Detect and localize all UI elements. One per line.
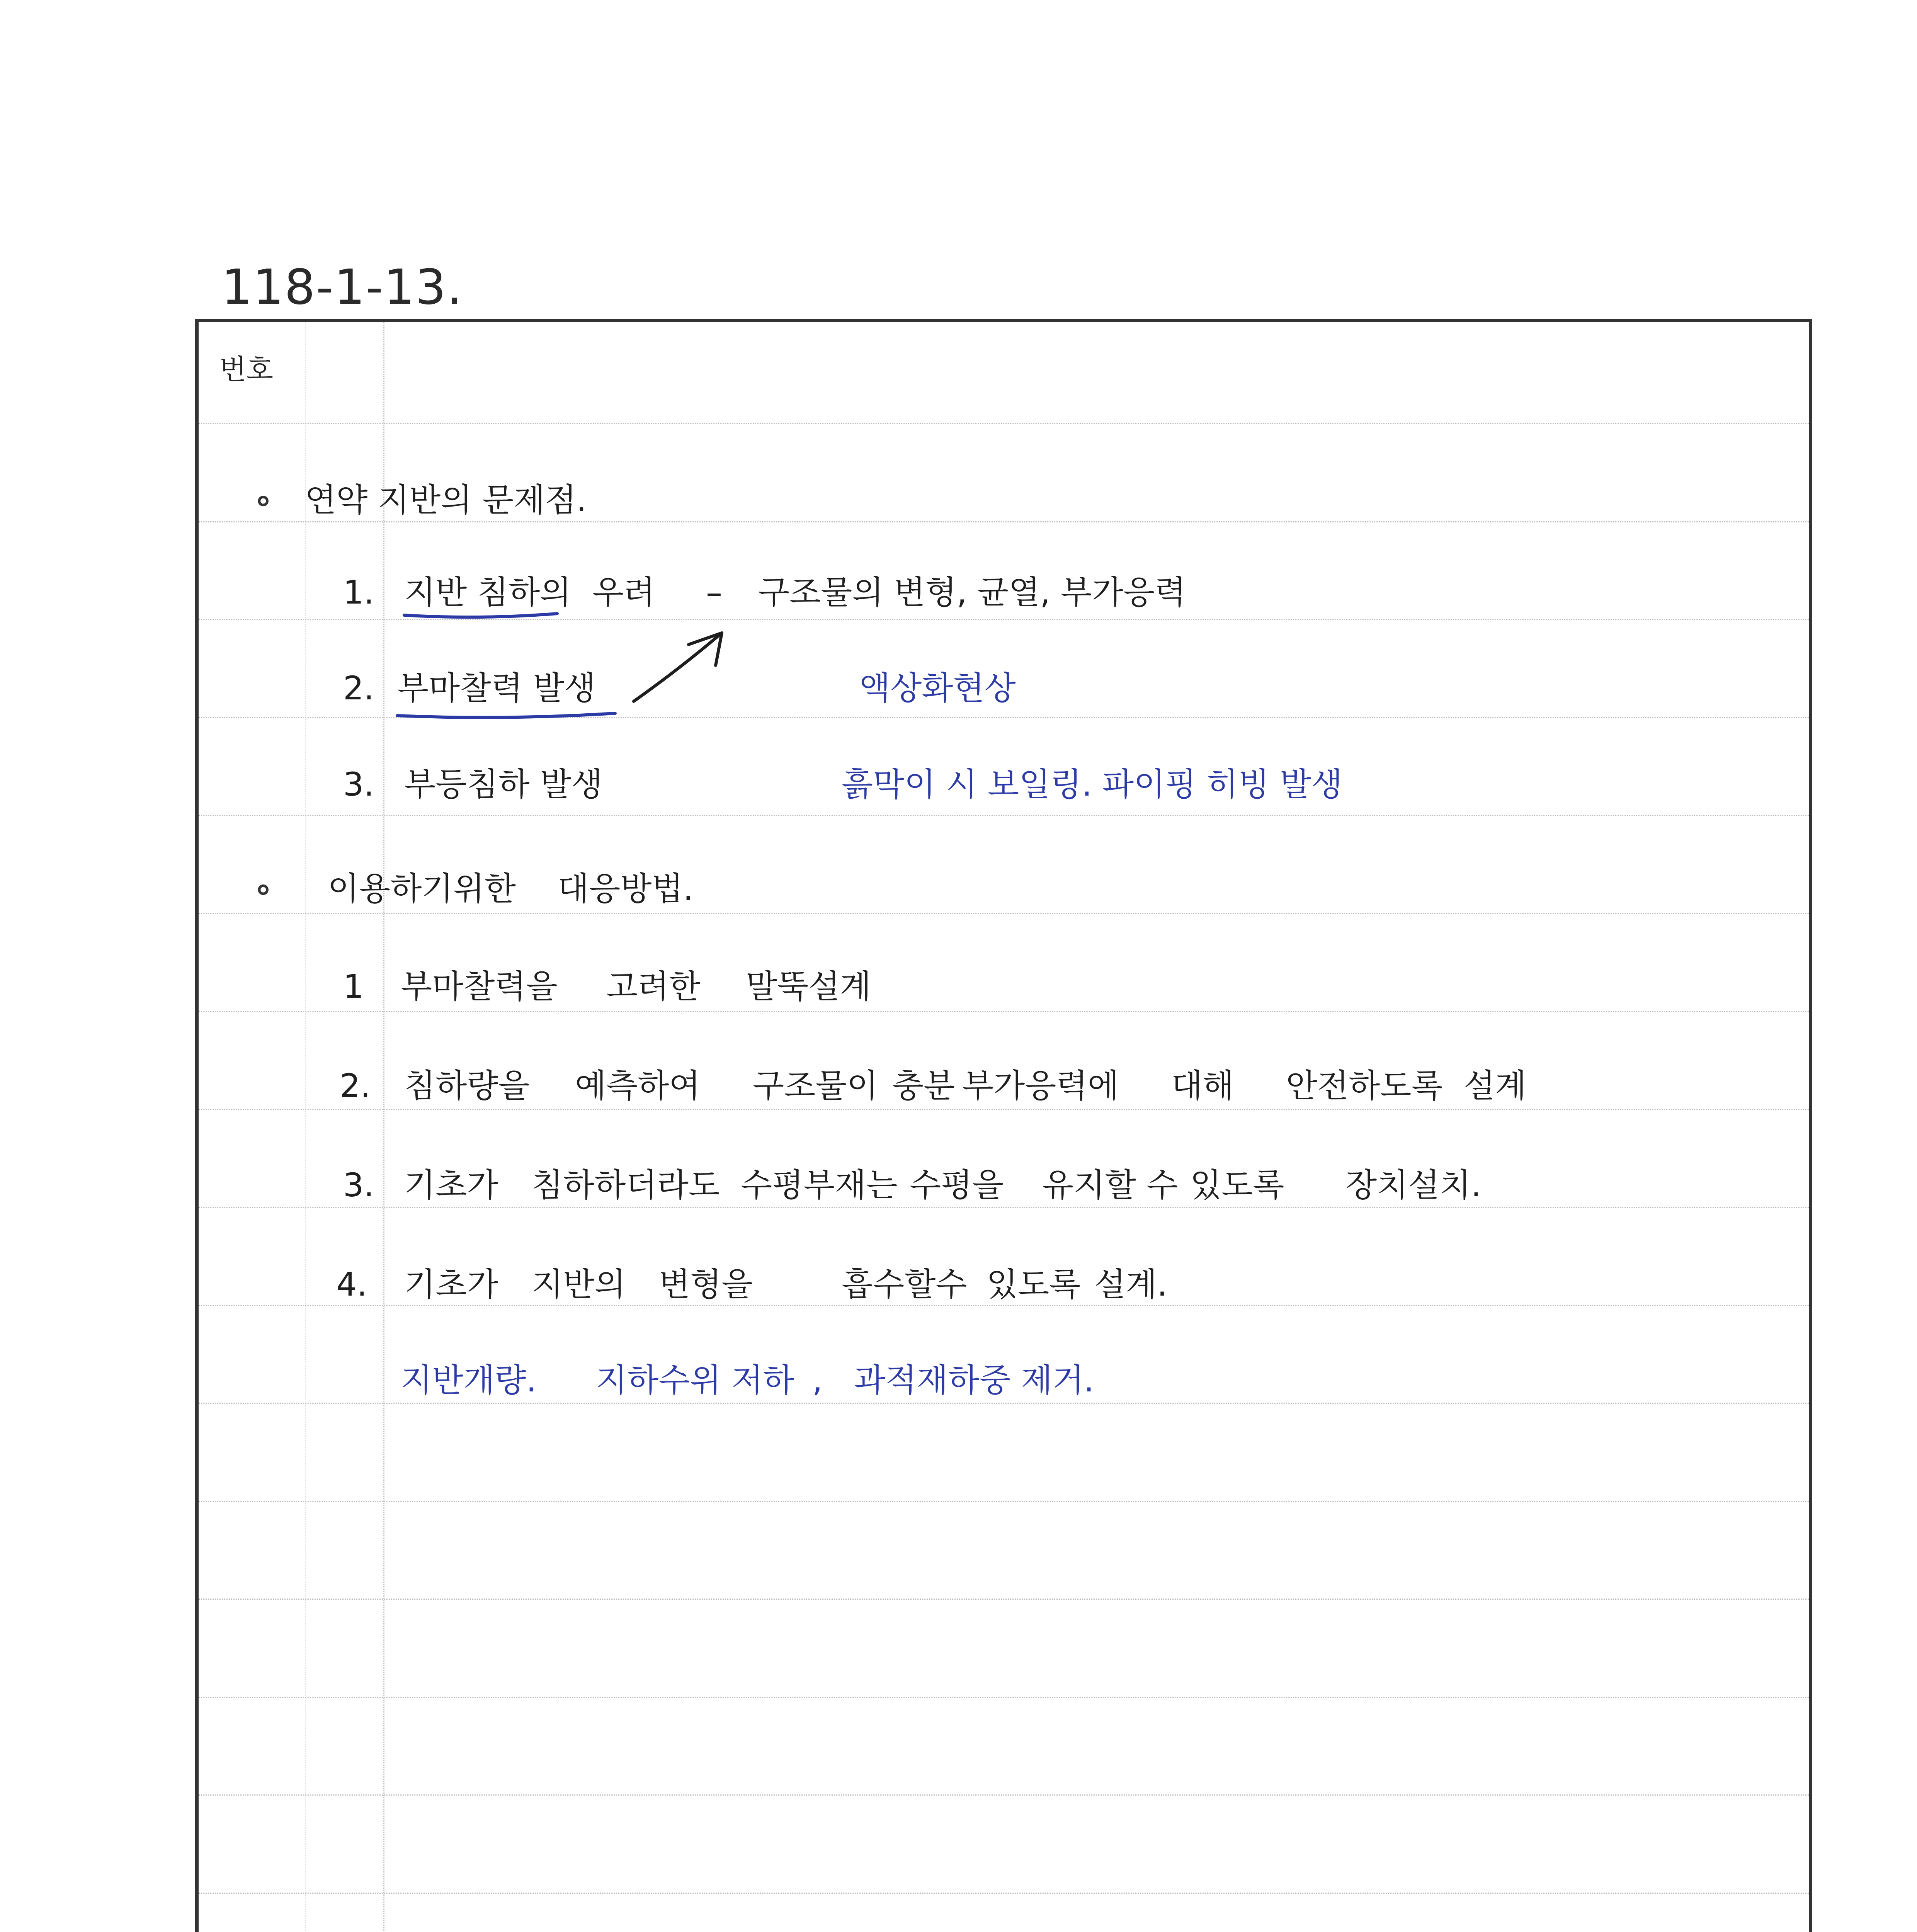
blue-note: 지하수위 저하 — [596, 1361, 794, 1399]
ruled-line — [199, 717, 1809, 718]
ruled-line — [199, 619, 1809, 620]
ruled-line — [199, 1403, 1809, 1404]
item-word: 수평을 — [910, 1166, 1004, 1204]
item-word: 충분 — [892, 1067, 955, 1105]
section-heading-problems: 연약 지반의 문제점. — [305, 481, 587, 519]
item-word: 구조물이 — [753, 1067, 878, 1105]
ruled-line — [199, 521, 1809, 522]
number-label: 번호 — [219, 354, 274, 385]
section-heading-measures: 이용하기위한 — [328, 870, 516, 908]
section-heading-measures: 대응방법. — [558, 870, 694, 908]
margin-line-left — [305, 322, 306, 1932]
item-word: 수평부재는 — [741, 1166, 898, 1204]
item-word: 설계 — [1464, 1067, 1527, 1105]
section-bullet: ∘ — [253, 870, 274, 908]
item-word: 기초가 — [404, 1265, 498, 1303]
item-detail: 구조물의 변형, 균열, 부가응력 — [758, 573, 1186, 611]
blue-note: 과적재하중 제거. — [854, 1361, 1094, 1399]
item-number: 3. — [343, 765, 374, 803]
item-word: 안전하도록 — [1286, 1067, 1443, 1105]
blue-annotation: 액상화현상 — [859, 669, 1016, 707]
ruled-line — [199, 913, 1809, 914]
ruled-line — [199, 1011, 1809, 1012]
ruled-line — [199, 815, 1809, 816]
ruled-line — [199, 1109, 1809, 1110]
item-word: 대해 — [1171, 1067, 1234, 1105]
section-bullet: ∘ — [253, 481, 274, 519]
sheet-number: 118-1-13. — [221, 259, 463, 315]
underlined-phrase: 지반 침하의 — [404, 573, 572, 611]
item-number: 1. — [343, 573, 374, 611]
underlined-phrase: 부마찰력 발생 — [397, 669, 596, 707]
item-word: 있도록 — [1190, 1166, 1284, 1204]
dash: – — [706, 573, 722, 611]
ruled-line — [199, 1794, 1809, 1796]
blue-note: 지반개량. — [401, 1361, 537, 1399]
item-word: 침하하더라도 — [532, 1166, 720, 1204]
item-word: 지반의 — [532, 1265, 626, 1303]
blue-annotation: 흙막이 시 보일링. 파이핑 히빙 발생 — [842, 765, 1343, 803]
item-word: 기초가 — [404, 1166, 498, 1204]
blue-note: , — [812, 1361, 823, 1399]
item-number: 3. — [343, 1166, 374, 1204]
item-number: 2. — [340, 1067, 371, 1105]
answer-box — [195, 319, 1812, 1932]
item-word: 고려한 — [606, 968, 701, 1005]
item-word: 말뚝설계 — [746, 968, 871, 1005]
ruled-line — [199, 1305, 1809, 1306]
ruled-line — [199, 1697, 1809, 1698]
ruled-line — [199, 1893, 1809, 1894]
item-text: 부등침하 발생 — [404, 765, 603, 803]
item-word: 부가응력에 — [962, 1067, 1119, 1105]
item-number: 4. — [336, 1265, 367, 1303]
item-word: 예측하여 — [575, 1067, 701, 1105]
item-word: 장치설치. — [1345, 1166, 1482, 1204]
item-word: 침하량을 — [404, 1067, 530, 1105]
item-word: 설계. — [1094, 1265, 1167, 1303]
item-number: 1 — [343, 968, 364, 1005]
margin-line — [383, 322, 384, 1932]
item-text: 우려 — [592, 573, 655, 611]
item-word: 흡수할수 — [842, 1265, 967, 1303]
item-word: 유지할 수 — [1042, 1166, 1178, 1204]
ruled-line — [199, 1207, 1809, 1208]
item-word: 변형을 — [659, 1265, 753, 1303]
ruled-line — [199, 1599, 1809, 1600]
item-word: 부마찰력을 — [401, 968, 558, 1005]
ruled-line — [199, 1501, 1809, 1502]
ruled-line — [199, 423, 1809, 424]
item-word: 있도록 — [987, 1265, 1081, 1303]
item-number: 2. — [343, 669, 374, 707]
